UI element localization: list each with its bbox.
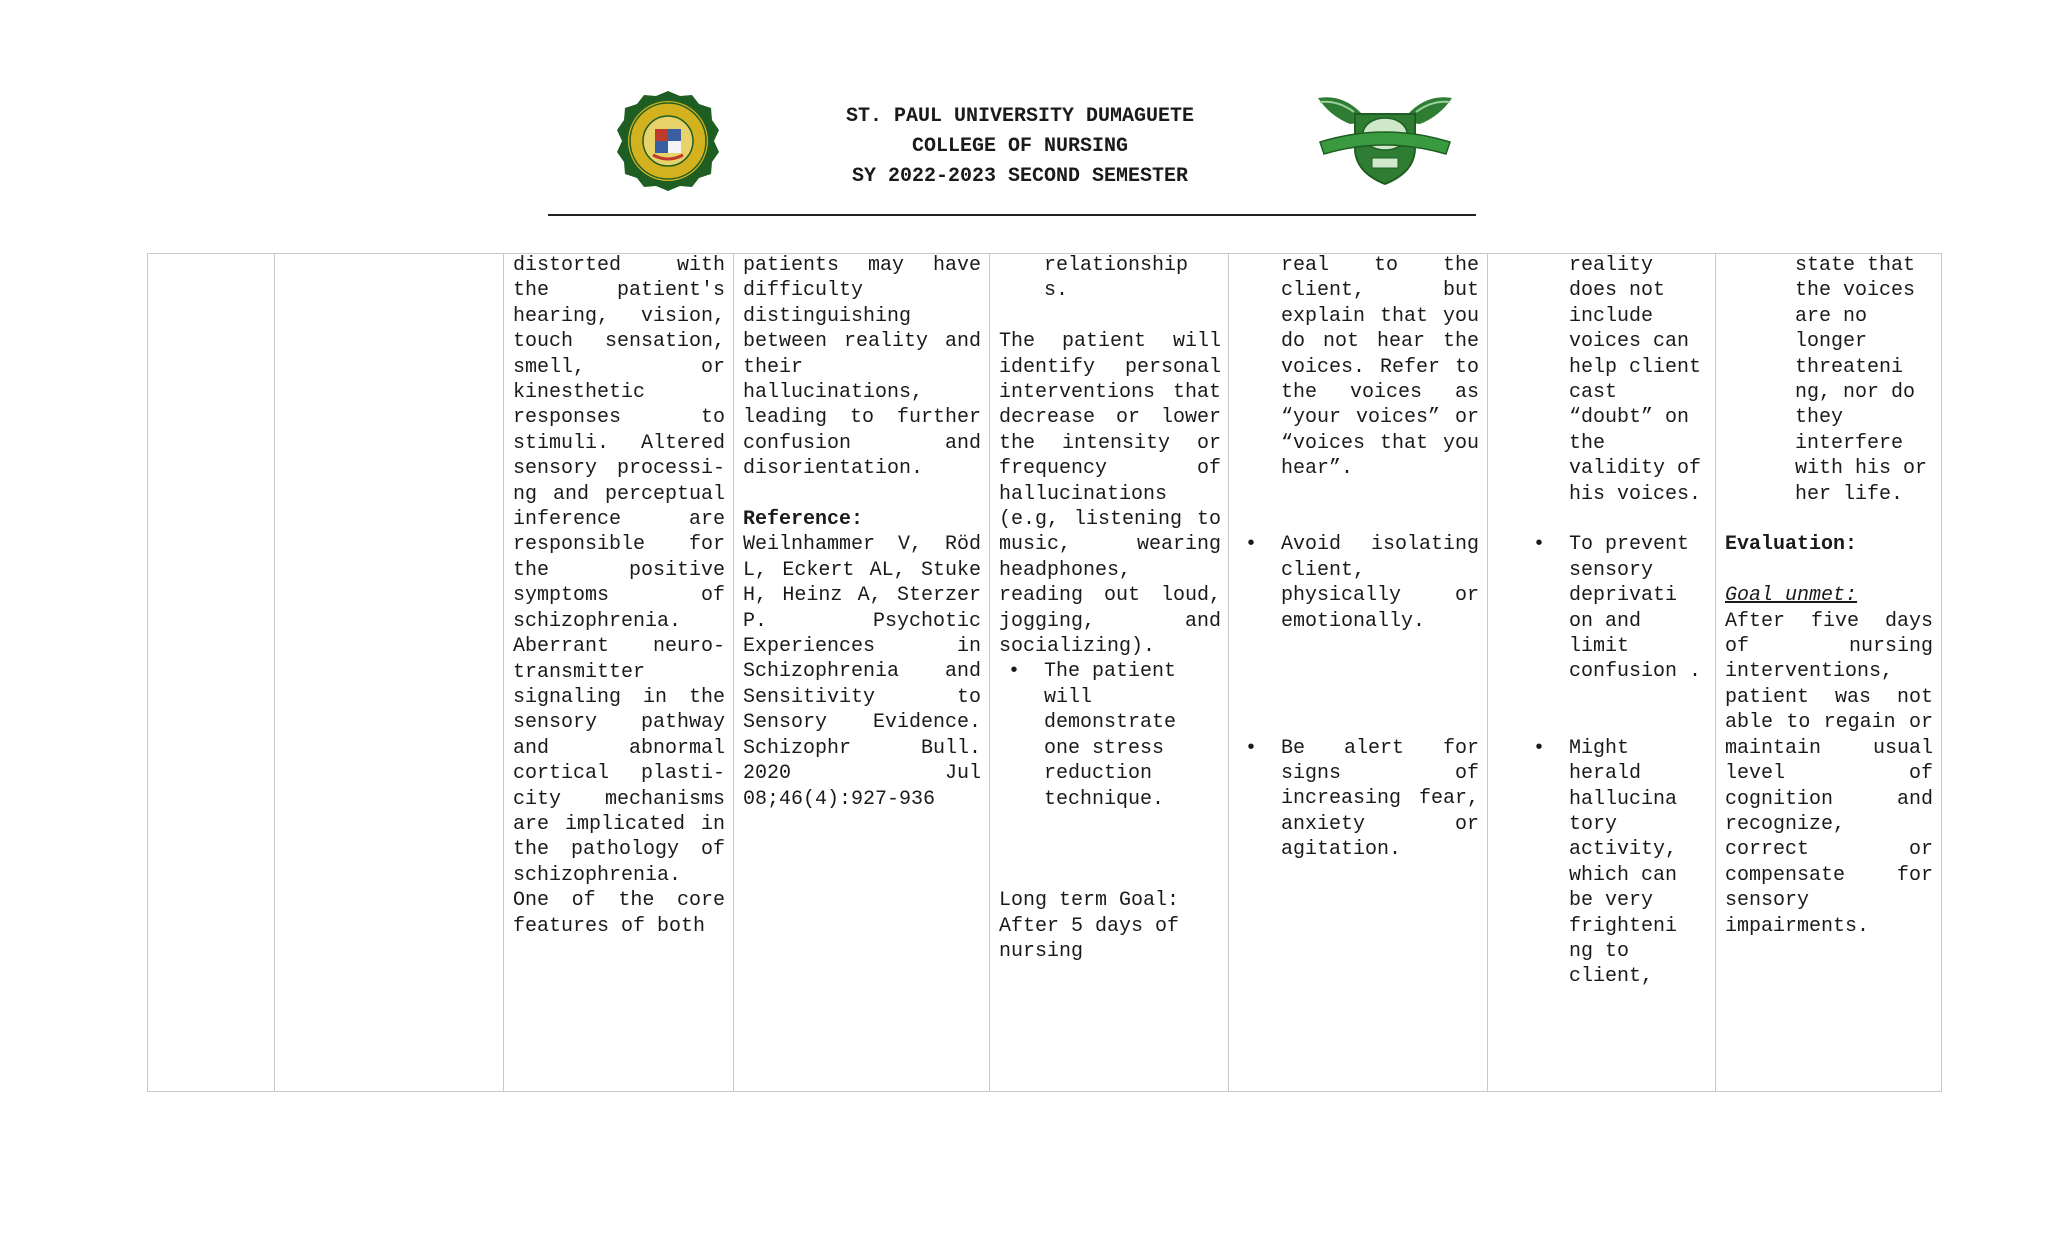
university-seal-logo	[608, 90, 728, 192]
nursing-emblem-logo	[1310, 92, 1460, 188]
intervention-rationale-cell	[1533, 253, 1707, 990]
intervention-item: • Avoid isolating client, physically or emotionally.	[1245, 533, 1479, 633]
rationale-item: • To prevent sensory deprivati on and limit confusion .	[1533, 533, 1702, 684]
school-header-text	[760, 102, 1280, 192]
nursing-care-plan-table	[147, 253, 1942, 1092]
evaluation-continuation: state that the voices are no longer threateni ng, nor do they interfere with his or her life.	[1795, 254, 1928, 506]
analysis-text: patients may have difficulty distinguishing between reality and their hallucinations, leading to further confusion and disorientation.	[743, 254, 981, 481]
short-term-goal: The patient will identify personal interventions that decrease or lower the intensity or frequency of hallucinations (e.g, listening to music, wearing headphones, reading out loud, jogging, and socializing).	[999, 330, 1221, 659]
evaluation-label: Evaluation:	[1725, 533, 1858, 557]
reference-text: Weilnhammer V, Röd L, Eckert AL, Stuke H, Heinz A, Sterzer P. Psychotic Experiences in Schizophrenia and Sensitivity to Sensory Evidence. Schizophr Bull. 2020 Jul 08;46(4):927-936	[743, 533, 981, 811]
analysis-cell	[743, 253, 981, 812]
college-name: COLLEGE OF NURSING	[911, 135, 1129, 158]
goal-status: Goal unmet:	[1725, 584, 1858, 608]
goal-bullets	[999, 659, 1221, 811]
intervention-bullets	[1245, 532, 1479, 862]
evaluation-cell	[1725, 253, 1933, 939]
document-header	[0, 0, 2048, 230]
rationale-continuation: reality does not include voices can help client cast “doubt” on the validity of his voices.	[1569, 254, 1702, 506]
rationale-text: distorted with the patient's hearing, vision, touch sensation, smell, or kinesthetic responses to stimuli. Altered sensory processi-ng and perceptual inference are responsible for the positive symptoms of schizophrenia. Aberrant neuro-transmitter signaling in the sensory pathway and abnormal cortical plasti-city mechanisms are implicated in the pathology of schizophrenia. One of the core features of both	[513, 254, 725, 938]
table-column-1	[147, 253, 274, 1092]
intervention-item: • Be alert for signs of increasing fear, anxiety or agitation.	[1245, 736, 1479, 862]
rationale-bullets	[1533, 532, 1707, 989]
goal-continuation: relationship s.	[1044, 254, 1189, 303]
header-divider	[548, 214, 1476, 216]
intervention-continuation: real to the client, but explain that you do not hear the voices. Refer to the voices as “your voices” or “voices that you hear”.	[1281, 254, 1479, 481]
reference-label: Reference:	[743, 508, 864, 532]
university-name: ST. PAUL UNIVERSITY DUMAGUETE	[845, 105, 1195, 128]
rationale-cell	[513, 253, 725, 939]
goal-bullet-item: • The patient will demonstrate one stress reduction technique.	[1008, 660, 1177, 811]
goals-cell	[999, 253, 1221, 964]
evaluation-text: After five days of nursing interventions, patient was not able to regain or maintain usual level of cognition and recognize, correct or compensate for sensory impairments.	[1725, 609, 1933, 938]
rationale-item: • Might herald hallucina tory activity, which can be very frighteni ng to client,	[1533, 736, 1678, 989]
school-year: SY 2022-2023 SECOND SEMESTER	[851, 165, 1189, 188]
long-term-goal: Long term Goal: After 5 days of nursing	[999, 889, 1180, 963]
table-column-2	[274, 253, 503, 1092]
interventions-cell	[1245, 253, 1479, 863]
